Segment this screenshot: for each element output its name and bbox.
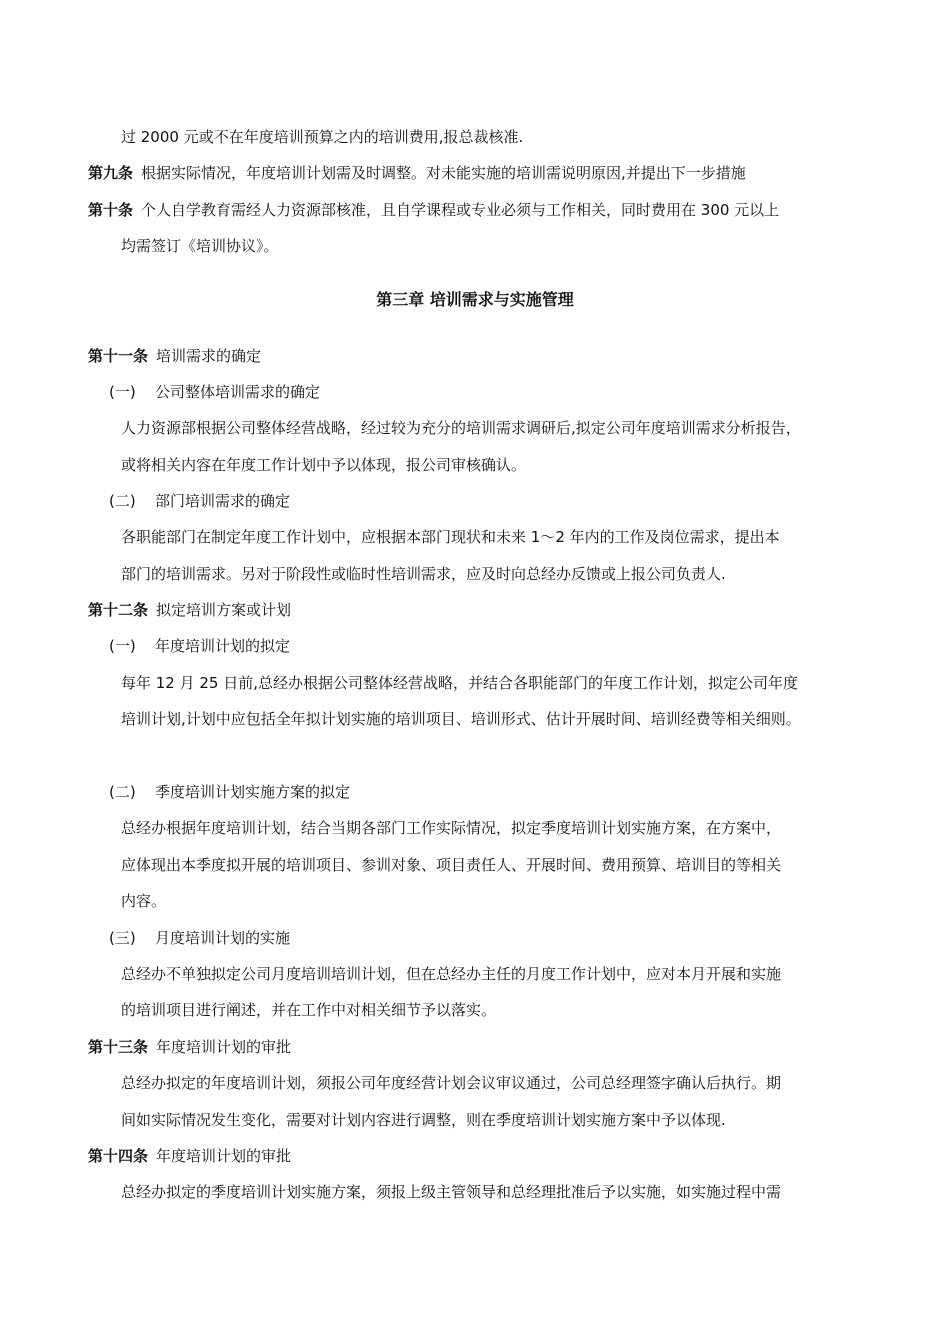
- article-13: [88, 1037, 291, 1057]
- subsection-number: (二): [109, 783, 136, 801]
- subsection-number: (一): [109, 637, 136, 655]
- text-line: 内容。: [121, 892, 167, 910]
- article-14: [88, 1146, 291, 1166]
- text-line: 总经办拟定的年度培训计划，须报公司年度经营计划会议审议通过，公司总经理签字确认后执行。期: [121, 1074, 782, 1092]
- text-line: 总经办拟定的季度培训计划实施方案，须报上级主管领导和总经理批准后予以实施，如实施过程中需: [121, 1183, 782, 1201]
- subsection-number: (二): [109, 492, 136, 510]
- text-line: 总经办根据年度培训计划，结合当期各部门工作实际情况，拟定季度培训计划实施方案，在方案中，: [121, 819, 782, 837]
- subsection-heading: [109, 928, 290, 948]
- text-line: 人力资源部根据公司整体经营战略，经过较为充分的培训需求调研后,拟定公司年度培训需求分析报告，: [121, 419, 801, 437]
- article-label: 第九条: [88, 164, 134, 182]
- text-line: 每年 12 月 25 日前,总经办根据公司整体经营战略，并结合各职能部门的年度工作计划，拟定公司年度: [121, 674, 799, 692]
- subsection-number: (三): [109, 929, 136, 947]
- article-text: 拟定培训方案或计划: [156, 601, 292, 619]
- article-10: [88, 200, 779, 220]
- text-line: 的培训项目进行阐述，并在工作中对相关细节予以落实。: [121, 1001, 497, 1019]
- text-line: 部门的培训需求。另对于阶段性或临时性培训需求，应及时向总经办反馈或上报公司负责人.: [121, 565, 726, 583]
- article-label: 第十条: [88, 201, 134, 219]
- text-line: 总经办不单独拟定公司月度培训培训计划，但在总经办主任的月度工作计划中，应对本月开展和实施: [121, 965, 782, 983]
- article-text: 培训需求的确定: [156, 347, 262, 365]
- article-12: [88, 600, 291, 620]
- chapter-title: 第三章 培训需求与实施管理: [376, 290, 574, 309]
- subsection-title: 年度培训计划的拟定: [155, 637, 291, 655]
- subsection-title: 季度培训计划实施方案的拟定: [155, 783, 351, 801]
- text-line: 过 2000 元或不在年度培训预算之内的培训费用,报总裁核准.: [121, 128, 524, 146]
- article-label: 第十三条: [88, 1038, 149, 1056]
- subsection-heading: [109, 782, 350, 802]
- subsection-title: 部门培训需求的确定: [155, 492, 291, 510]
- subsection-heading: [109, 636, 290, 656]
- article-label: 第十一条: [88, 347, 149, 365]
- text-line: 应体现出本季度拟开展的培训项目、参训对象、项目责任人、开展时间、费用预算、培训目的等相关: [121, 856, 782, 874]
- article-text: 根据实际情况，年度培训计划需及时调整。对未能实施的培训需说明原因,并提出下一步措施: [141, 164, 746, 182]
- article-label: 第十二条: [88, 601, 149, 619]
- text-line: 各职能部门在制定年度工作计划中，应根据本部门现状和未来 1～2 年内的工作及岗位需求，提出本: [121, 528, 780, 546]
- text-line: 培训计划,计划中应包括全年拟计划实施的培训项目、培训形式、估计开展时间、培训经费等相关细则。: [121, 710, 801, 728]
- subsection-heading: [109, 491, 290, 511]
- article-text: 年度培训计划的审批: [156, 1038, 292, 1056]
- subsection-number: (一): [109, 383, 136, 401]
- article-text: 个人自学教育需经人力资源部核准，且自学课程或专业必须与工作相关，同时费用在 300 元以上: [141, 201, 780, 219]
- subsection-title: 公司整体培训需求的确定: [155, 383, 321, 401]
- text-line: 或将相关内容在年度工作计划中予以体现，报公司审核确认。: [121, 456, 527, 474]
- article-11: [88, 346, 261, 366]
- subsection-title: 月度培训计划的实施: [155, 929, 291, 947]
- article-label: 第十四条: [88, 1147, 149, 1165]
- text-line: 间如实际情况发生变化，需要对计划内容进行调整，则在季度培训计划实施方案中予以体现.: [121, 1111, 726, 1129]
- article-9: [88, 163, 746, 183]
- text-line: 均需签订《培训协议》。: [121, 237, 279, 255]
- article-text: 年度培训计划的审批: [156, 1147, 292, 1165]
- subsection-heading: [109, 382, 320, 402]
